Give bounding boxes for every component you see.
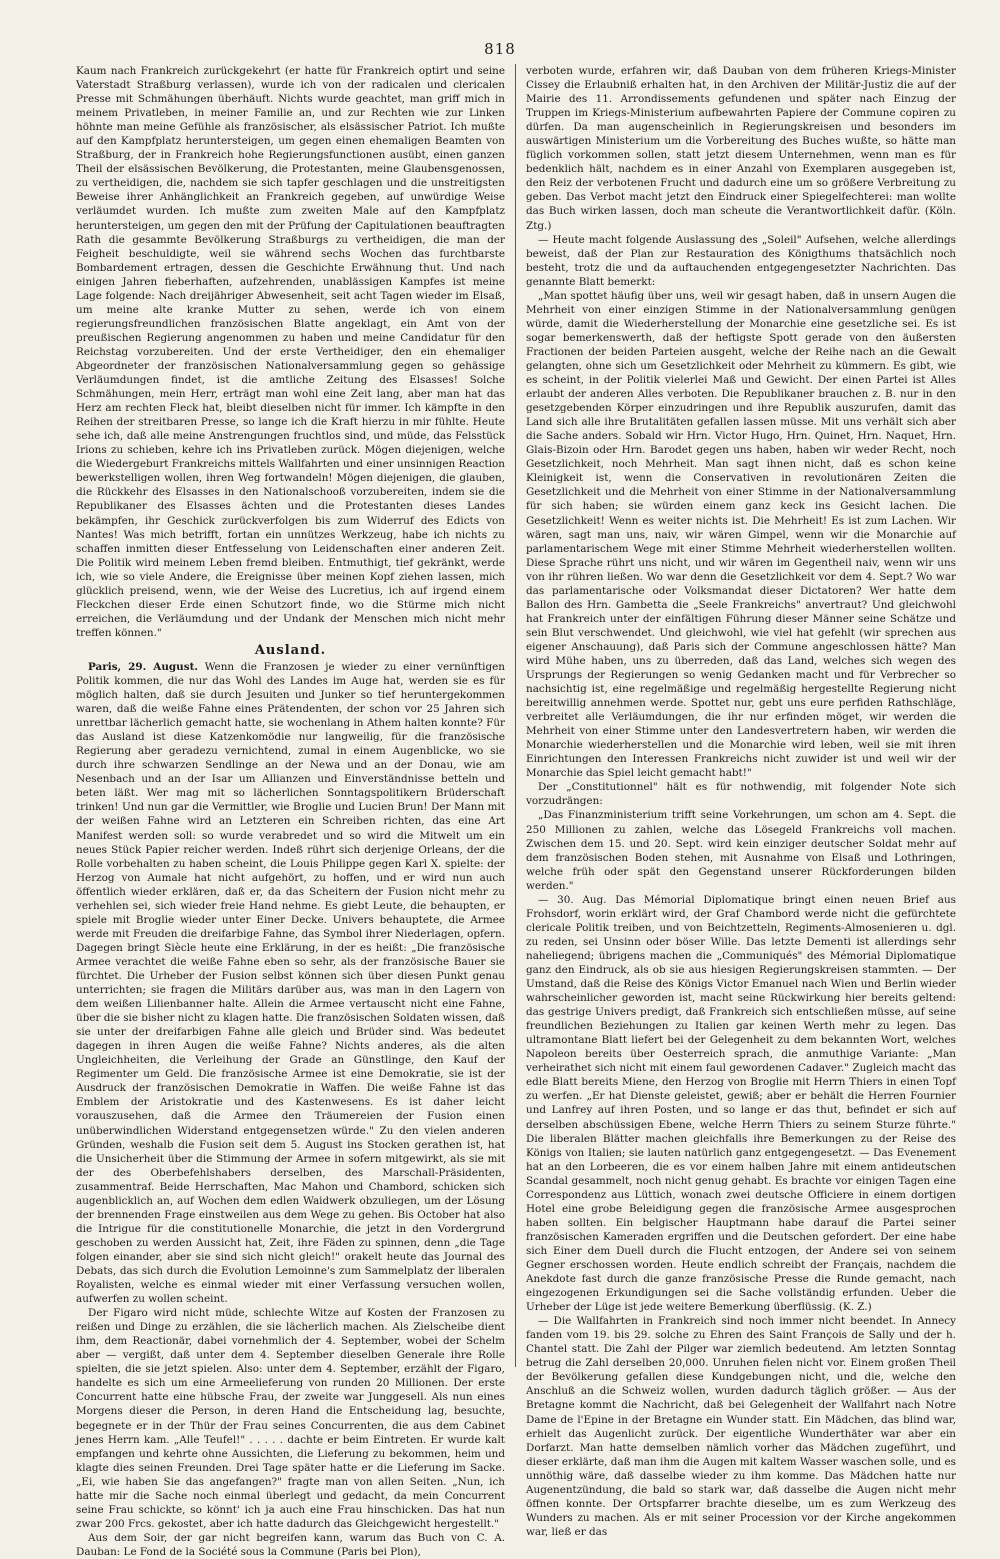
article-paragraph: Aus dem Soir, der gar nicht begreifen kann, warum das Buch von C. A. Dauban: Le Fond de la Société sous la Commune (Paris bei Plon), — [76, 1531, 505, 1558]
article-paragraph: — 30. Aug. Das Mémorial Diplomatique bringt einen neuen Brief aus Frohsdorf, worin erklärt wird, der Graf Chambord werde nicht die gefürchtete clericale Politik treiben, und von Beichtzetteln, Regiments-Almosenieren u. dgl. zu reden, sei Unsinn oder böser Wille. Das letzte Dementi ist allerdings sehr naheliegend; übrigens machen die „Communiqués" des Mémorial Diplomatique ganz den Eindruck, als ob sie aus hiesigen Regierungskreisen stammten. — Der Umstand, daß die Reise des Königs Victor Emanuel nach Wien und Berlin wieder wahrscheinlicher geworden ist, macht seine Rückwirkung hier bereits geltend: das gestrige Univers predigt, daß Frankreich sich entschließen müsse, auf seine freundlichen Beziehungen zu Italien gar keinen Werth mehr zu legen. Das ultramontane Blatt liefert bei der Gelegenheit zu dem bekannten Wort, welches Napoleon bereits über Oesterreich sprach, die anmuthige Variante: „Man verheirathet sich nicht mit einem faul gewordenen Cadaver." Zugleich macht das edle Blatt bereits Miene, den Herzog von Broglie mit Herrn Thiers in einen Topf zu werfen. „Er hat Dienste geleistet, gewiß; aber er behält die Herren Fournier und Lanfrey auf ihren Posten, und so lange er das thut, befindet er sich auf derselben abschüssigen Ebene, welche Herrn Thiers zu seinem Sturze führte." Die liberalen Blätter machen gleichfalls ihre Bemerkungen zu der Reise des Königs von Italien; sie lauten natürlich ganz entgegengesetzt. — Das Evenement hat an den Lorbeeren, die es vor einem halben Jahre mit einem antideutschen Scandal gesammelt, noch nicht genug gehabt. Es brachte vor einigen Tagen eine Correspondenz aus Lüttich, wonach zwei deutsche Officiere in einem dortigen Hotel eine grobe Beleidigung gegen die französische Armee ausgesprochen haben sollten. Ein belgischer Hauptmann habe darauf die Partei seiner französischen Kameraden ergriffen und die Deutschen gefordert. Der eine habe sich Einer dem Duell durch die Flucht entzogen, der Andere sei von seinem Gegner erschossen worden. Heute endlich schreibt der Français, nachdem die Anekdote fast durch die ganze französische Presse die Runde gemacht, nach eingezogenen Erkundigungen sei die Sache vollständig erfunden. Ueber die Urheber der Lüge ist jede weitere Bemerkung überflüssig. (K. Z.) — [526, 893, 956, 1314]
article-paragraph: verboten wurde, erfahren wir, daß Dauban von dem früheren Kriegs-Minister Cissey die Erlaubniß erhalten hat, in den Archiven der Militär-Justiz die auf der Mairie des 11. Arrondissements gefundenen und später nach Einzug der Truppen im Kriegs-Ministerium aufbewahrten Papiere der Commune copiren zu dürfen. Da man augenscheinlich in Regierungskreisen und besonders im auswärtigen Ministerium um die Vorbereitung des Buches wußte, so hätte man füglich vorkommen sollen, statt jetzt diesem Unternehmen, wenn man es für bedenklich hält, nachdem es in einer Anzahl von Exemplaren ausgegeben ist, den Reiz der verbotenen Frucht und dadurch eine um so größere Verbreitung zu geben. Das Verbot macht jetzt den Eindruck einer Spiegelfechterei: man wollte das Buch wirken lassen, doch man scheute die Verantwortlichkeit dafür. (Köln. Ztg.) — [526, 65, 956, 232]
right-column — [516, 64, 956, 1538]
article-paragraph: — Die Wallfahrten in Frankreich sind noch immer nicht beendet. In Annecy fanden vom 19. bis 29. solche zu Ehren des Saint François de Sally und der h. Chantel statt. Die Zahl der Pilger war ziemlich bedeutend. Am letzten Sonntag betrug die Zahl derselben 20,000. Unruhen fielen nicht vor. Einem großen Theil der Bevölkerung gefallen diese Kundgebungen nicht, und die, welche den Anschluß an die Schweiz wollen, wurden dadurch täglich größer. — Aus der Bretagne kommt die Nachricht, daß bei Gelegenheit der Wallfahrt nach Notre Dame de l'Epine in der Bretagne ein Wunder statt. Ein Mädchen, das blind war, erhielt das Augenlicht zurück. Der eigentliche Wunderthäter war aber ein Dorfarzt. Man hatte demselben nämlich vorher das Mädchen zugeführt, und dieser erklärte, daß man ihm die Augen mit kaltem Wasser waschen solle, und es unnöthig wäre, daß dasselbe wieder zu ihm komme. Das Mädchen hatte nur Augenentzündung, die bald so stark war, daß dasselbe die Augen nicht mehr öffnen konnte. Der Ortspfarrer brachte dieselbe, um es zum Werkzeug des Wunders zu machen. Als er mit seiner Procession vor der Kirche angekommen war, ließ er das — [526, 1315, 956, 1538]
article-paragraph — [76, 660, 505, 1306]
article-text: Wenn die Franzosen je wieder zu einer vernünftigen Politik kommen, die nur das Wohl des Landes im Auge hat, werden sie es für möglich halten, daß sie durch Jesuiten und Junker so tief heruntergekommen waren, daß die weiße Fahne eines Prätendenten, der schon vor 25 Jahren sich unrettbar lächerlich gemacht hatte, sie wochenlang in Athem halten konnte? Für das Ausland ist diese Katzenkomödie nur langweilig, für die französische Regierung aber geradezu vernichtend, zumal in einem Augenblicke, wo sie durch ihre schwarzen Sendlinge an der Newa und an der Donau, wie am Nesenbach und an der Isar um Allianzen und Einverständnisse betteln und beten läßt. Wer mag mit so lächerlichen Sonntagspolitikern Brüderschaft trinken! Und nun gar die Vermittler, wie Broglie und Lucien Brun! Der Mann mit der weißen Fahne wird an Letzteren ein Schreiben richten, das eine Art Manifest werden soll: so wurde verabredet und so wird die Mitwelt um ein neues Stück Papier reicher werden. Indeß rührt sich derjenige Orleans, der die Rolle vorbehalten zu haben scheint, die Louis Philippe gegen Karl X. spielte: der Herzog von Aumale hat nicht aufgehört, zu hoffen, und er wird nun auch öffentlich wieder erklären, daß er, da das Scheitern der Fusion nicht mehr zu verhehlen sei, sich wieder freie Hand nehme. Es giebt Leute, die behaupten, er spiele mit Broglie wieder unter Einer Decke. Univers behauptete, die Armee werde mit Freuden die dreifarbige Fahne, das Symbol ihrer Niederlagen, opfern. Dagegen bringt Siècle heute eine Erklärung, in der es heißt: „Die französische Armee verachtet die weiße Fahne eben so sehr, als der französische Bauer sie fürchtet. Die Urheber der Fusion selbst können sich über diesen Punkt genau unterrichten; sie fragen die Militärs darüber aus, was man in den Lagern von dem weißen Lilienbanner halte. Allein die Armee vertauscht nicht eine Fahne, über die sie bisher nicht zu klagen hatte. Die französischen Soldaten wissen, daß sie unter der dreifarbigen Fahne alle gleich und Brüder sind. Was bedeutet dagegen in ihren Augen die weiße Fahne? Nichts anderes, als die alten Ungleichheiten, die Verleihung der Grade an Günstlinge, den Kauf der Regimenter um Geld. Die französische Armee ist eine Demokratie, sie ist der Ausdruck der französischen Demokratie in Waffen. Die weiße Fahne ist das Emblem der Aristokratie und des Kastenwesens. Es ist daher leicht vorauszusehen, daß die Armee den Träumereien der Fusion einen unüberwindlichen Widerstand entgegensetzen würde." Zu den vielen anderen Gründen, weshalb die Fusion seit dem 5. August ins Stocken gerathen ist, hat die Unsicherheit über die Stimmung der Armee in sofern mitgewirkt, als sie mit der des Oberbefehlshabers derselben, des Marschall-Präsidenten, zusammentraf. Beide Herrschaften, Mac Mahon und Chambord, schicken sich augenblicklich an, auf Wochen dem edlen Waidwerk obzuliegen, um der Lösung der brennenden Frage einstweilen aus dem Wege zu gehen. Bis October hat also die Intrigue für die constitutionelle Monarchie, die jetzt in den Vordergrund geschoben zu werden Aussicht hat, Zeit, ihre Fäden zu spinnen, denn „die Tage folgen einander, aber sie sind sich nicht gleich!" orakelt heute das Journal des Debats, das sich durch die Evolution Lemoinne's zum Sammelplatz der liberalen Royalisten, welche es einmal wieder mit einer Verfassung versuchen wollen, aufwerfen zu wollen scheint. — [76, 660, 506, 1306]
quote-paragraph: „Man spottet häufig über uns, weil wir gesagt haben, daß in unsern Augen die Mehrheit von einer einzigen Stimme in der Nationalversammlung genügen würde, damit die Wiederherstellung der Monarchie eine gesetzliche sei. Es ist sogar bemerkenswerth, daß der heftigste Spott gerade von den äußersten Fractionen der beiden Parteien ausgeht, welche der Reihe nach an die Gewalt gelangten, ohne sich um Gesetzlichkeit oder Mehrheit zu kümmern. Es gibt, wie es scheint, in der Politik vielerlei Maß und Gewicht. Der einen Partei ist Alles erlaubt der anderen Alles verboten. Die Republikaner brauchen z. B. nur in den gesetzgebenden Körper einzudringen und ihre Republik auszurufen, damit das Land sich alle ihre Brutalitäten gefallen lassen müsse. Mit uns verhält sich aber die Sache anders. Sobald wir Hrn. Victor Hugo, Hrn. Quinet, Hrn. Naquet, Hrn. Glais-Bizoin oder Hrn. Barodet gegen uns haben, haben wir weder Recht, noch Gesetzlichkeit, noch Mehrheit. Man sagt ihnen nicht, daß es schon keine Kleinigkeit ist, wenn die Conservativen in revolutionären Zeiten die Gesetzlichkeit und die Mehrheit von einer Stimme in der Nationalversammlung für sich haben; sie würden einem ganz keck ins Gesicht lachen. Die Gesetzlichkeit! Wenn es weiter nichts ist. Die Mehrheit! Es ist zum Lachen. Wir wären, sagt man uns, naiv, wir wären Gimpel, wenn wir die Monarchie auf parlamentarischem Wege mit einer Stimme Mehrheit wiederherstellen wollten. Diese Sprache rührt uns nicht, und wir wären im Gegentheil naiv, wenn wir uns von ihr rühren ließen. Wo war denn die Gesetzlichkeit vor dem 4. Sept.? Wo war das parlamentarische oder Volksmandat dieser Dictatoren? Wer hatte dem Ballon des Hrn. Gambetta die „Seele Frankreichs" anvertraut? Und gleichwohl hat Frankreich unter der einfältigen Führung dieser Männer seine Schätze und sein Blut verschwendet. Und gleichwohl, wie viel hat gefehlt (wir sprechen aus eigener Anschauung), daß Paris sich der Commune angeschlossen hätte? Man wird Mühe haben, uns zu überreden, daß das Land, welches sich wegen des Ursprungs der Regierungen so wenig Gedanken macht und für Verbrecher so nachsichtig ist, eine regelmäßige und regelmäßig hergestellte Regierung nicht bereitwillig annehmen werde. Spottet nur, gebt uns eure perfiden Rathschläge, verbreitet alle Verläumdungen, die ihr nur erfinden möget, wir werden die Mehrheit von einer Stimme unter den Landesvertretern haben, wir werden die Monarchie wiederherstellen und die Monarchie wird leben, weil sie mit ihren Einrichtungen den Interessen Frankreichs nicht zuwider ist und weil wir der Monarchie das Spiel leicht gemacht habt!" — [526, 289, 956, 780]
article-paragraph: — Heute macht folgende Auslassung des „Soleil" Aufsehen, welche allerdings beweist, daß der Plan zur Restauration des Königthums thatsächlich noch besteht, trotz die und da auftauchenden entgegengesetzter Nachrichten. Das genannte Blatt bemerkt: — [526, 233, 956, 288]
left-column — [76, 64, 516, 1558]
quote-paragraph: „Das Finanzministerium trifft seine Vorkehrungen, um schon am 4. Sept. die 250 Millionen zu zahlen, welche das Lösegeld Frankreichs voll machen. Zwischen dem 15. und 20. Sept. wird kein einziger deutscher Soldat mehr auf dem französischen Boden stehen, mit Ausnahme von Elsaß und Lothringen, welche früh oder spät den Gegenstand unserer Rückforderungen bilden werden." — [526, 809, 956, 892]
dateline: Paris, 29. August. — [88, 660, 198, 673]
page-number: 818 — [484, 40, 516, 58]
section-heading: Ausland. — [254, 642, 327, 658]
article-paragraph: Der Figaro wird nicht müde, schlechte Witze auf Kosten der Franzosen zu reißen und Dinge zu erzählen, die sie lächerlich machen. Als Zielscheibe dient ihm, dem Reactionär, dabei vornehmlich der 4. September, wobei der Schelm aber — vergißt, daß unter dem 4. September dieselben Generale ihre Rolle spielten, die sie jetzt spielen. Also: unter dem 4. September, erzählt der Figaro, handelte es sich um eine Armeelieferung von runden 20 Millionen. Der erste Concurrent hatte eine hübsche Frau, der zweite war Junggesell. Als nun eines Morgens dieser die Person, in deren Hand die Entscheidung lag, besuchte, begegnete er in der Thür der Frau seines Concurrenten, die aus dem Cabinet jenes Herrn kam. „Alle Teufel!" . . . . . dachte er beim Eintreten. Er wurde kalt empfangen und kehrte ohne Aussichten, die Lieferung zu bekommen, heim und klagte dies seinen Freunden. Drei Tage später hatte er die Lieferung im Sacke. „Ei, wie haben Sie das angefangen?" fragte man von allen Seiten. „Nun, ich hatte mir die Sache noch einmal überlegt und gedacht, da mein Concurrent seine Frau schickte, so könnt' ich ja auch eine Frau hinschicken. Das hat nun zwar 200 Frcs. gekostet, aber ich hatte dadurch das Gleichgewicht hergestellt." — [76, 1307, 505, 1530]
article-paragraph: Kaum nach Frankreich zurückgekehrt (er hatte für Frankreich optirt und seine Vaterstadt Straßburg verlassen), wurde ich von der radicalen und clericalen Presse mit Schmähungen überhäuft. Nichts wurde geachtet, man griff mich in meinem Privatleben, in meiner Familie an, und zur Rechten wie zur Linken höhnte man meine Gefühle als französischer, als elsässischer Patriot. Ich mußte auf den Kampfplatz heruntersteigen, um gegen einen ehemaligen Beamten von Straßburg, der in Frankreich hohe Regierungsfunctionen ausübt, einen ganzen Theil der elsässischen Bevölkerung, die Protestanten, meine Glaubensgenossen, zu vertheidigen, die, nachdem sie sich tapfer geschlagen und die unstreitigsten Beweise ihrer Anhänglichkeit an Frankreich gegeben, auf unwürdige Weise verläumdet wurden. Ich mußte zum zweiten Male auf den Kampfplatz heruntersteigen, um gegen den mit der Prüfung der Capitulationen beauftragten Rath die gesammte Bevölkerung Straßburgs zu vertheidigen, die man der Feigheit beschuldigte, weil sie während sechs Wochen das furchtbarste Bombardement ertragen, dessen die Geschichte Erwähnung thut. Und nach einigen Jahren fieberhaften, aufzehrenden, unablässigen Kampfes ist meine Lage folgende: Nach dreijähriger Abwesenheit, seit acht Tagen wieder im Elsaß, um meine alte kranke Mutter zu sehen, werde ich von einem regierungsfreundlichen französischen Blatte angeklagt, ein Amt von der preußischen Regierung angenommen zu haben und meine Candidatur für den Reichstag vorzubereiten. Und der erste Vertheidiger, den ein ehemaliger Abgeordneter der französischen Nationalversammlung gegen so gehässige Verläumdungen findet, ist die amtliche Zeitung des Elsasses! Solche Schmähungen, mein Herr, erträgt man wohl eine Zeit lang, aber man hat das Herz am rechten Fleck hat, bleibt dieselben nicht für immer. Ich kämpfte in den Reihen der streitbaren Presse, so lange ich die Kraft hierzu in mir fühlte. Heute sehe ich, daß alle meine Anstrengungen fruchtlos sind, und müde, das Felsstück Irions zu schieben, kehre ich ins Privatleben zurück. Mögen diejenigen, welche die Wiedergeburt Frankreichs mittels Wallfahrten und einer unsinnigen Reaction bewerkstelligen wollen, ihren Weg fortwandeln! Mögen diejenigen, die glauben, die Rückkehr des Elsasses in den Nationalschooß vorzubereiten, indem sie die Republikaner des Elsasses ächten und die Protestanten dieses Landes bekämpfen, ihr Geschick zurückverfolgen bis zum Widerruf des Edicts von Nantes! Was mich betrifft, fortan ein unnützes Werkzeug, habe ich nichts zu schaffen inmitten dieser Entfesselung von Leidenschaften einer anderen Zeit. Die Politik wird meinem Leben fremd bleiben. Entmuthigt, tief gekränkt, werde ich, wie so viele Andere, die Ereignisse über meinen Kopf ziehen lassen, mich glücklich preisend, wenn, wie der Weise des Lucretius, ich auf irgend einem Fleckchen dieser Erde einen Schutzort finde, wo die Stürme mich nicht erreichen, die Verläumdung und der Undank der Menschen mich nicht mehr treffen können." — [76, 65, 505, 639]
article-paragraph: Der „Constitutionnel" hält es für nothwendig, mit folgender Note sich vorzudrängen: — [526, 781, 956, 808]
text-columns — [76, 64, 956, 1558]
